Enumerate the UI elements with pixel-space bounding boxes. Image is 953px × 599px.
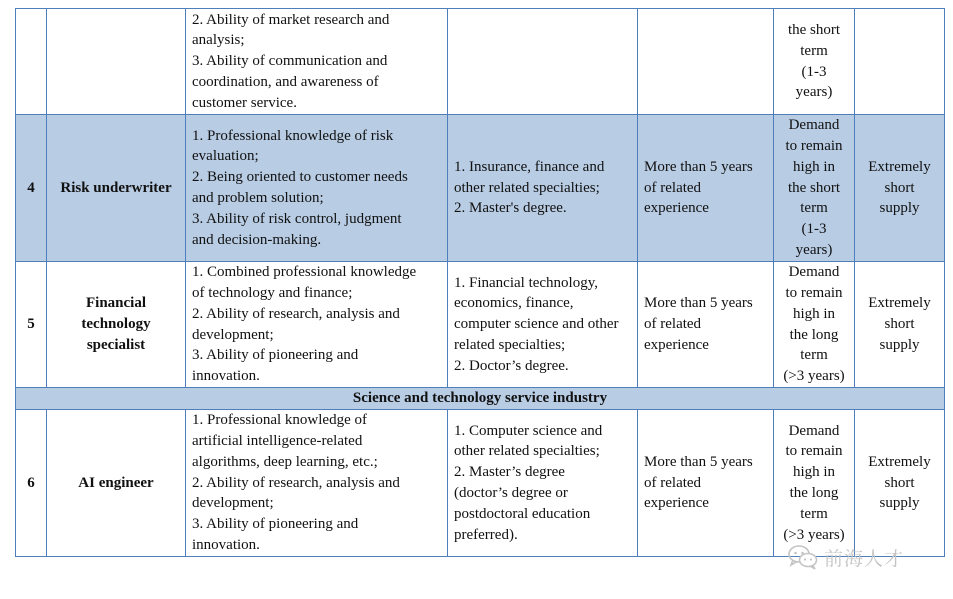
supply-cell: Extremely short supply	[855, 410, 945, 557]
section-header-row	[16, 388, 945, 410]
row-number: 6	[16, 410, 47, 557]
position-name: AI engineer	[47, 410, 186, 557]
table-row	[16, 115, 945, 262]
row-number: 4	[16, 115, 47, 262]
education-cell: 1. Financial technology, economics, finance, computer science and other related specialties; 2. Doctor’s degree.	[448, 262, 638, 388]
experience-cell: More than 5 years of related experience	[638, 115, 774, 262]
table-row	[16, 410, 945, 557]
supply-cell: Extremely short supply	[855, 115, 945, 262]
education-cell: 1. Computer science and other related specialties; 2. Master’s degree (doctor’s degree or postdoctoral education preferred).	[448, 410, 638, 557]
section-title: Science and technology service industry	[16, 388, 945, 410]
row-number	[16, 9, 47, 115]
demand-cell: Demand to remain high in the short term (1-3 years)	[774, 115, 855, 262]
wechat-icon	[788, 544, 818, 570]
talent-demand-table	[15, 8, 945, 557]
demand-cell: Demand to remain high in the long term (>3 years)	[774, 410, 855, 557]
skills-cell: 1. Combined professional knowledge of technology and finance; 2. Ability of research, analysis and development; 3. Ability of pioneering and innovation.	[186, 262, 448, 388]
experience-cell: More than 5 years of related experience	[638, 410, 774, 557]
watermark-text: 前海人才	[824, 547, 905, 570]
demand-cell: the short term (1-3 years)	[774, 9, 855, 115]
skills-cell: 1. Professional knowledge of artificial intelligence-related algorithms, deep learning, etc.; 2. Ability of research, analysis and development; 3. Ability of pioneering and innovation.	[186, 410, 448, 557]
skills-cell: 2. Ability of market research and analysis; 3. Ability of communication and coordination, and awareness of customer service.	[186, 9, 448, 115]
skills-cell: 1. Professional knowledge of risk evaluation; 2. Being oriented to customer needs and problem solution; 3. Ability of risk control, judgment and decision-making.	[186, 115, 448, 262]
row-number: 5	[16, 262, 47, 388]
demand-cell: Demand to remain high in the long term (>3 years)	[774, 262, 855, 388]
supply-cell: Extremely short supply	[855, 262, 945, 388]
supply-cell	[855, 9, 945, 115]
position-name: Financial technology specialist	[47, 262, 186, 388]
experience-cell: More than 5 years of related experience	[638, 262, 774, 388]
experience-cell	[638, 9, 774, 115]
education-cell: 1. Insurance, finance and other related specialties; 2. Master's degree.	[448, 115, 638, 262]
table-row	[16, 262, 945, 388]
position-name: Risk underwriter	[47, 115, 186, 262]
education-cell	[448, 9, 638, 115]
position-name	[47, 9, 186, 115]
watermark	[788, 542, 904, 572]
table-row	[16, 9, 945, 115]
